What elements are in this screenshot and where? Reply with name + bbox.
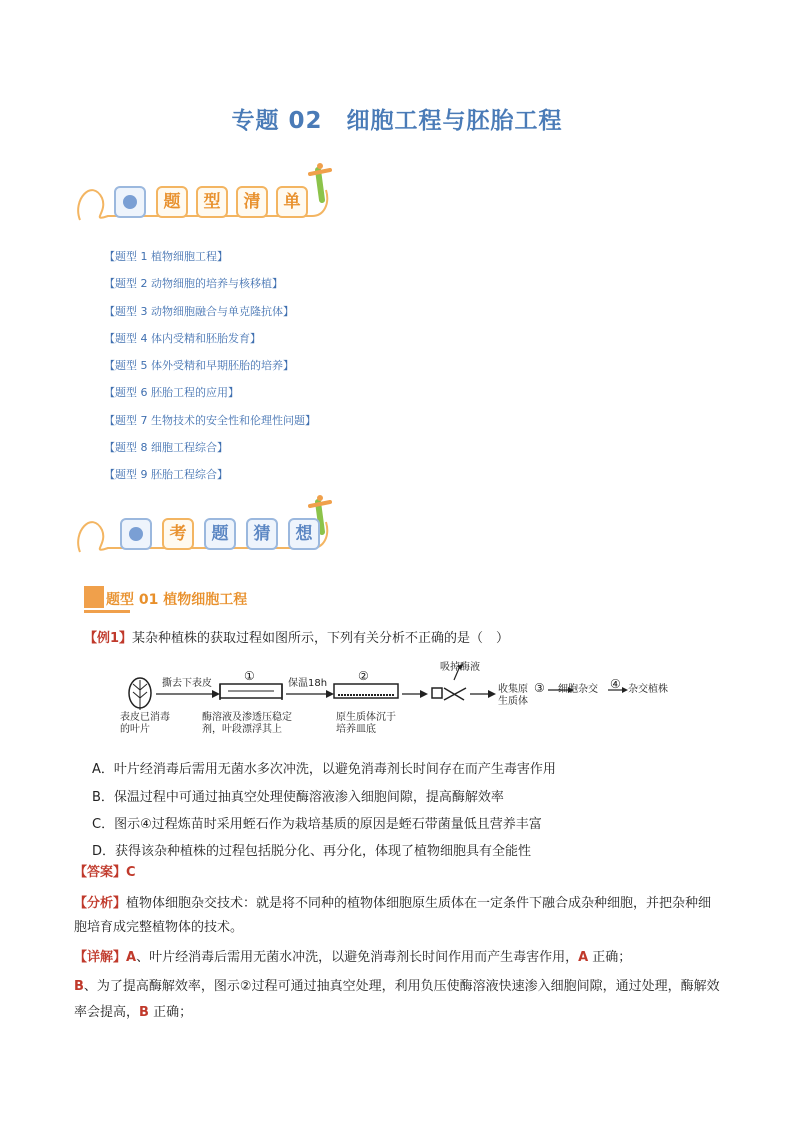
answer-line — [74, 864, 136, 882]
banner-question-types — [72, 160, 342, 220]
label-absorb: 吸掉酶液 — [440, 662, 480, 673]
circle-icon — [114, 186, 146, 218]
circle-icon — [120, 518, 152, 550]
label-circle-4: ④ — [610, 677, 621, 691]
option-b[interactable]: B．保温过程中可通过抽真空处理使酶溶液渗入细胞间隙，提高酶解效率 — [92, 790, 504, 805]
banner-char: 单 — [276, 186, 308, 218]
label-peel: 撕去下表皮 — [162, 678, 212, 689]
detail-b-end: 正确； — [148, 1005, 193, 1020]
banner-char: 清 — [236, 186, 268, 218]
detail-b-mark: B — [74, 979, 84, 994]
detail-a-text: 、叶片经消毒后需用无菌水冲洗，以避免消毒剂长时间作用而产生毒害作用， — [136, 950, 579, 965]
caption-leaf: 表皮已消毒的叶片 — [120, 712, 170, 735]
detail-b-text: 、为了提高酶解效率，图示②过程可通过抽真空处理，利用负压使酶溶液快速渗入细胞间隙，通过处理，酶解效率会提高， — [74, 979, 720, 1020]
label-collect: 收集原生质体 — [498, 684, 528, 707]
toc-item[interactable]: 【题型 9 胚胎工程综合】 — [104, 468, 228, 482]
analysis-text: 植物体细胞杂交技术：就是将不同种的植物体细胞原生质体在一定条件下融合成杂种细胞，并把杂种细胞培育成完整植物体的技术。 — [74, 896, 712, 935]
toc-item[interactable]: 【题型 1 植物细胞工程】 — [104, 250, 228, 263]
toc-item[interactable]: 【题型 7 生物技术的安全性和伦理性问题】 — [104, 413, 316, 427]
detail-block-a — [74, 946, 724, 970]
toc-item[interactable]: 【题型 5 体外受精和早期胚胎的培养】 — [104, 359, 294, 373]
banner-char: 猜 — [246, 518, 278, 550]
banner-exam-guess — [72, 492, 342, 552]
banner-char: 型 — [196, 186, 228, 218]
option-d[interactable]: D．获得该杂种植株的过程包括脱分化、再分化，体现了植物细胞具有全能性 — [92, 844, 532, 859]
banner-char: 想 — [288, 518, 320, 550]
toc-item[interactable]: 【题型 2 动物细胞的培养与核移植】 — [104, 277, 283, 291]
label-hybrid-plant: 杂交植株 — [628, 684, 668, 695]
caption-enzyme: 酶溶液及渗透压稳定剂，叶段漂浮其上 — [202, 712, 292, 735]
question-text: 某杂种植株的获取过程如图所示，下列有关分析不正确的是（ ） — [132, 631, 510, 646]
detail-a-end-mark: A — [578, 950, 589, 965]
label-circle-3: ③ — [534, 681, 545, 695]
answer-value: C — [126, 865, 136, 880]
answer-label: 【答案】 — [74, 865, 127, 880]
toc-item[interactable]: 【题型 8 细胞工程综合】 — [104, 441, 228, 455]
section-heading — [84, 586, 248, 616]
toc-item[interactable]: 【题型 6 胚胎工程的应用】 — [104, 386, 239, 400]
option-a[interactable]: A．叶片经消毒后需用无菌水多次冲洗，以避免消毒剂长时间存在而产生毒害作用 — [92, 762, 556, 777]
toc-item[interactable]: 【题型 3 动物细胞融合与单克隆抗体】 — [104, 304, 294, 318]
section-marker — [84, 586, 104, 608]
analysis-block — [74, 892, 724, 940]
tilted-dish-icon — [432, 688, 442, 698]
detail-block-b — [74, 974, 724, 1026]
label-circle-1: ① — [244, 669, 255, 683]
section-underline — [84, 610, 130, 613]
banner-char: 题 — [156, 186, 188, 218]
detail-a-end: 正确； — [588, 950, 632, 965]
section-title: 题型 01 植物细胞工程 — [106, 592, 248, 608]
question-type-list — [104, 250, 316, 496]
label-circle-2: ② — [358, 669, 369, 683]
banner-char: 题 — [204, 518, 236, 550]
option-c[interactable]: C．图示④过程炼苗时采用蛭石作为栽培基质的原因是蛭石带菌量低且营养丰富 — [92, 817, 542, 832]
page-title: 专题 02 细胞工程与胚胎工程 — [231, 108, 563, 134]
process-diagram — [120, 660, 680, 740]
analysis-label: 【分析】 — [74, 896, 127, 911]
toc-item[interactable]: 【题型 4 体内受精和胚胎发育】 — [104, 331, 261, 345]
detail-label: 【详解】 — [74, 950, 127, 965]
detail-a-mark: A — [126, 950, 137, 965]
label-incubate: 保温18h — [288, 678, 328, 689]
example-question — [84, 630, 509, 648]
caption-protoplast: 原生质体沉于培养皿底 — [336, 712, 396, 735]
example-tag: 【例1】 — [84, 631, 133, 646]
detail-b-end-mark: B — [139, 1005, 149, 1020]
label-hybrid-cell: 细胞杂交 — [558, 684, 598, 695]
banner-char: 考 — [162, 518, 194, 550]
